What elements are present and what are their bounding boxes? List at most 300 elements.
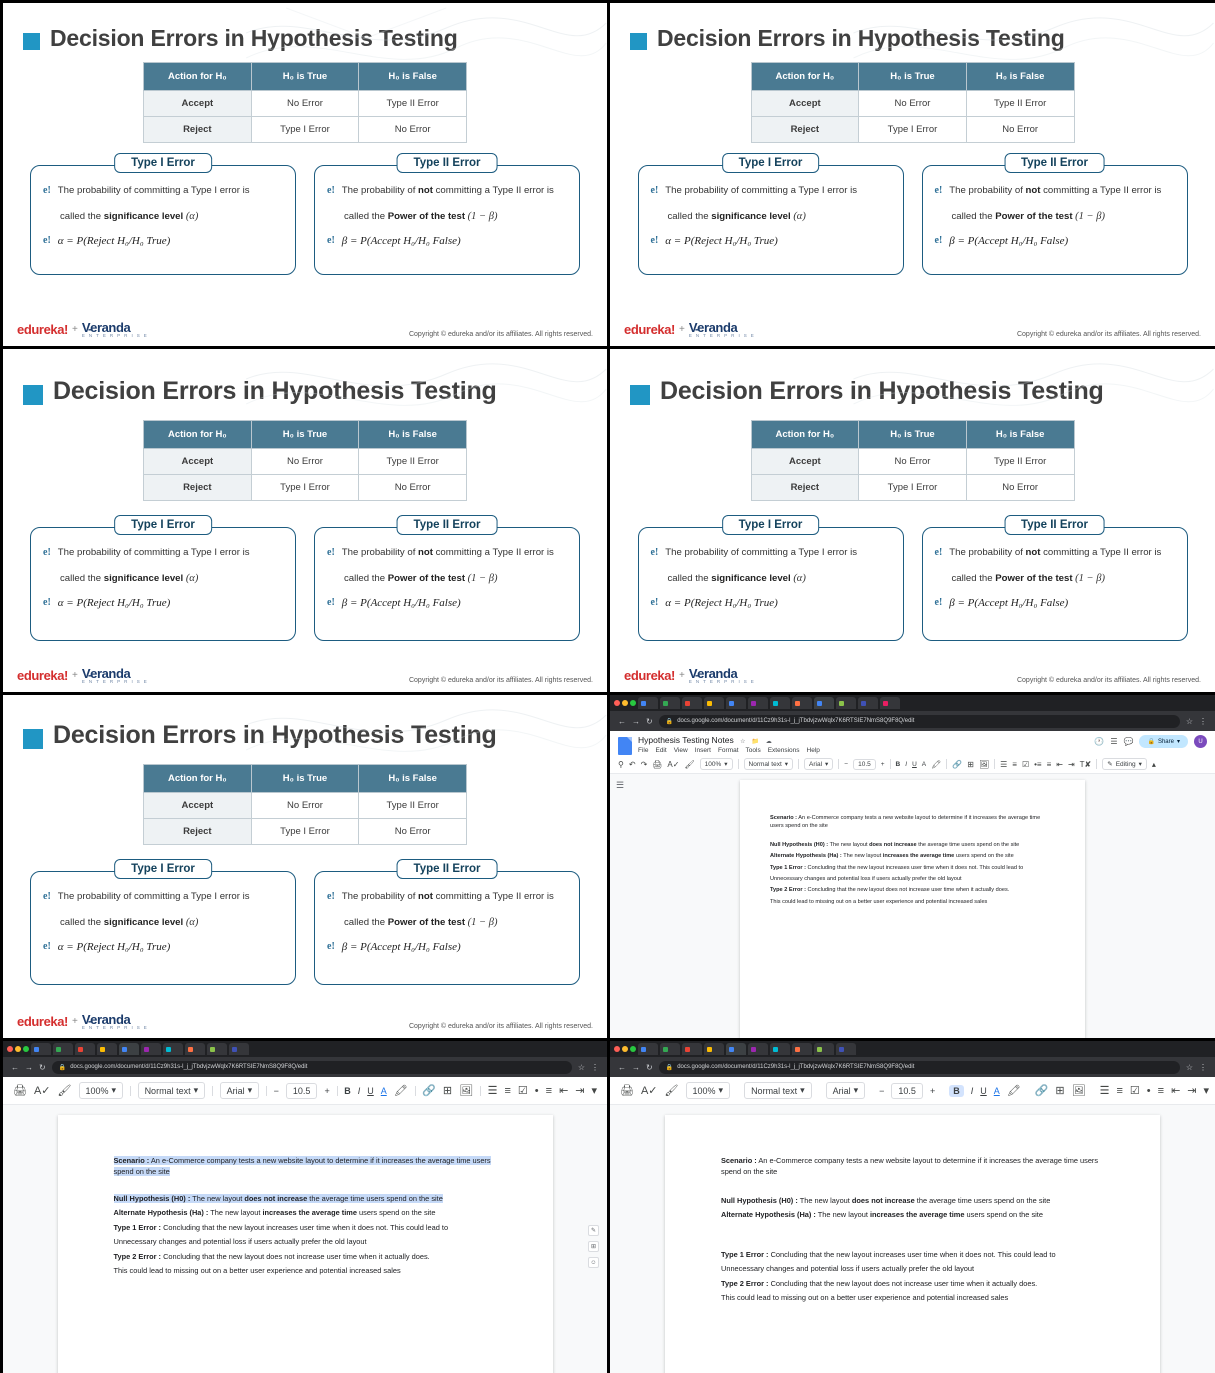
bullet-icon: e! — [43, 891, 51, 902]
text-color-button[interactable]: A — [993, 1085, 1000, 1096]
browser-tab[interactable] — [682, 1043, 702, 1055]
veranda-subtext: E N T E R P R I S E — [81, 1024, 149, 1030]
browser-tab[interactable] — [814, 1043, 834, 1055]
presentation-slide — [3, 3, 607, 346]
type-1-error-card — [30, 863, 296, 985]
menu-tools[interactable]: Tools — [745, 747, 761, 754]
share-label: Share — [1157, 738, 1174, 745]
font-size-input[interactable]: 10.5 — [891, 1083, 923, 1099]
bold-button[interactable]: B — [344, 1085, 351, 1096]
document-title[interactable]: Hypothesis Testing Notes ☆ 📁 ☁ — [638, 735, 772, 745]
paragraph-style-select[interactable]: Normal text ▾ — [744, 758, 794, 770]
bullet-item — [327, 546, 567, 561]
url-text: docs.google.com/document/d/11Cz9h31s-l_j_jTbdvjzwWqlx7K6RTSIE7NmS8Q9F8Q/edit — [677, 718, 915, 724]
formula-item — [327, 234, 567, 250]
table-row — [144, 91, 467, 117]
edureka-wordmark: edureka! — [17, 1013, 68, 1029]
bullet-icon: e! — [934, 234, 943, 246]
search-icon[interactable]: ⚲ — [618, 759, 624, 769]
type-1-error-card — [638, 157, 904, 275]
spellcheck-icon[interactable]: A✓ — [640, 1085, 658, 1097]
suggest-edit-side-icon[interactable]: ⊞ — [588, 1241, 599, 1252]
bullet-text-2: called the significance level (α) — [60, 572, 199, 584]
cell-accept-true: No Error — [251, 91, 359, 117]
bullet-item — [651, 209, 891, 224]
forward-icon[interactable]: → — [25, 1062, 33, 1072]
slide-title-row — [3, 695, 607, 750]
veranda-wordmark: V̵eranda — [81, 1011, 131, 1027]
browser-tab[interactable] — [704, 1043, 724, 1055]
copyright-text: Copyright © edureka and/or its affiliates. All rights reserved. — [1016, 677, 1201, 684]
indent-less-icon[interactable]: ⇤ — [559, 1085, 569, 1097]
text-color-button[interactable]: A — [380, 1085, 387, 1096]
bullet-text-2: called the Power of the test (1 − β) — [344, 210, 498, 222]
browser-tab[interactable] — [97, 1043, 117, 1055]
lock-icon: 🔒 — [665, 1064, 674, 1071]
browser-tab[interactable] — [748, 1043, 768, 1055]
bullet-item — [327, 890, 567, 905]
indent-more-icon[interactable]: ⇥ — [575, 1085, 585, 1097]
veranda-wordmark: V̵eranda — [81, 319, 131, 335]
bulleted-list-icon[interactable]: • — [1146, 1084, 1151, 1097]
avatar[interactable]: U — [1194, 735, 1207, 748]
underline-button[interactable]: U — [980, 1085, 987, 1096]
browser-tab[interactable] — [185, 1043, 205, 1055]
minimize-window-button[interactable] — [622, 700, 628, 706]
plus-icon: + — [72, 323, 78, 335]
more-options-icon[interactable]: ▾ — [1203, 1085, 1210, 1097]
numbered-list-icon[interactable]: ≡ — [545, 1084, 553, 1097]
star-icon[interactable]: ☆ — [740, 739, 746, 745]
bullet-text-2: called the significance level (α) — [60, 210, 199, 222]
error-cards — [610, 519, 1215, 641]
more-options-icon[interactable]: ▾ — [591, 1085, 598, 1097]
bullet-icon: e! — [327, 940, 335, 952]
table-row — [144, 475, 467, 501]
chevron-down-icon: ▾ — [724, 761, 728, 768]
formula-item — [327, 596, 567, 612]
font-family-select[interactable]: Arial ▾ — [804, 758, 833, 770]
slide-footer — [3, 667, 607, 685]
browser-tab[interactable] — [638, 1043, 658, 1055]
menu-edit[interactable]: Edit — [655, 747, 667, 754]
bold-button-active[interactable]: B — [949, 1085, 964, 1097]
close-window-button[interactable] — [614, 700, 620, 706]
chrome-browser-window — [3, 1041, 607, 1373]
browser-tab[interactable] — [31, 1043, 51, 1055]
maximize-window-button[interactable] — [630, 1046, 636, 1052]
document-page[interactable] — [665, 1115, 1160, 1373]
formula-item — [651, 234, 891, 250]
tab-strip — [3, 1041, 607, 1057]
formula-item — [651, 596, 891, 612]
card-title: Type I Error — [722, 153, 820, 173]
browser-tab[interactable] — [638, 697, 658, 709]
overflow-menu-icon[interactable]: ⋮ — [1199, 716, 1207, 726]
error-cards — [3, 519, 607, 641]
tab-strip — [610, 695, 1215, 711]
chrome-browser-window — [610, 1041, 1215, 1373]
null-hypothesis-paragraph: Null Hypothesis (H0) : The new layout does not increase the average time users spend on the site — [770, 841, 1020, 848]
presentation-slide — [3, 349, 607, 692]
slide-title-row — [3, 349, 607, 406]
italic-button[interactable]: I — [905, 760, 908, 768]
align-icon[interactable]: ☰ — [487, 1085, 498, 1097]
checklist-icon[interactable]: ☑ — [1021, 759, 1030, 769]
card-title: Type I Error — [722, 515, 820, 535]
table-row — [751, 91, 1074, 117]
numbered-list-icon[interactable]: ≡ — [1046, 759, 1052, 769]
add-comment-side-icon[interactable]: ✎ — [588, 1225, 599, 1236]
browser-tab[interactable] — [748, 697, 768, 709]
browser-tab[interactable] — [704, 697, 724, 709]
highlight-color-icon[interactable]: 🖍 — [393, 1085, 408, 1097]
move-folder-icon[interactable]: 📁 — [751, 739, 760, 745]
clear-formatting-icon[interactable]: T✘ — [1079, 759, 1092, 769]
version-history-icon[interactable]: 🕐 — [1094, 737, 1105, 746]
accent-square-icon — [23, 33, 40, 50]
cell-accept-false: Type II Error — [966, 449, 1074, 475]
bold-button[interactable]: B — [895, 760, 901, 768]
chevron-down-icon: ▾ — [1176, 739, 1180, 745]
zoom-select[interactable]: 100% ▾ — [700, 758, 733, 770]
overflow-menu-icon[interactable]: ⋮ — [591, 1062, 599, 1072]
bookmark-star-icon[interactable]: ☆ — [1185, 1062, 1193, 1072]
url-input[interactable] — [659, 1061, 1180, 1074]
decrease-font-size-button[interactable]: − — [879, 1085, 885, 1096]
checklist-icon[interactable]: ☑ — [517, 1085, 528, 1097]
cell-reject-true: Type I Error — [251, 117, 359, 143]
italic-button[interactable]: I — [357, 1085, 361, 1096]
browser-tab-active[interactable] — [814, 697, 834, 709]
bulleted-list-icon[interactable]: •≡ — [1034, 759, 1042, 769]
add-comment-icon[interactable]: ⊞ — [1055, 1085, 1065, 1097]
increase-font-size-button[interactable]: + — [929, 1085, 936, 1096]
table-row — [751, 117, 1074, 143]
browser-tab[interactable] — [660, 1043, 680, 1055]
chevron-down-icon: ▾ — [111, 1085, 117, 1095]
browser-tab[interactable] — [141, 1043, 161, 1055]
print-icon[interactable]: 🖨 — [620, 1085, 634, 1097]
minimize-window-button[interactable] — [622, 1046, 628, 1052]
indent-more-icon[interactable]: ⇥ — [1187, 1085, 1197, 1097]
emoji-reaction-side-icon[interactable]: ☺ — [588, 1257, 599, 1268]
panel-slide-3 — [3, 349, 607, 692]
col-h0-false: H₀ is False — [359, 63, 467, 91]
chevron-down-icon: ▾ — [1138, 761, 1142, 768]
bullet-item — [43, 546, 283, 561]
font-family-select[interactable]: Arial ▾ — [826, 1082, 866, 1099]
table-header-row — [144, 63, 467, 91]
overflow-menu-icon[interactable]: ⋮ — [1199, 1062, 1207, 1072]
paint-format-icon[interactable]: 🖌 — [684, 759, 695, 769]
maximize-window-button[interactable] — [23, 1046, 29, 1052]
increase-font-size-button[interactable]: + — [880, 760, 885, 768]
comment-icon[interactable]: 💬 — [1123, 737, 1134, 746]
increase-font-size-button[interactable]: + — [324, 1085, 330, 1096]
address-bar — [3, 1057, 607, 1077]
card-title: Type II Error — [1004, 153, 1105, 173]
col-h0-true: H₀ is True — [251, 421, 359, 449]
bullet-text-2: called the significance level (α) — [667, 572, 806, 584]
menu-file[interactable]: File — [638, 747, 649, 754]
underline-button[interactable]: U — [912, 760, 917, 768]
edureka-wordmark: edureka! — [624, 667, 675, 683]
scenario-paragraph: Scenario : An e-Commerce company tests a new website layout to determine if it increases the average time users spend on the site — [113, 1156, 491, 1177]
paragraph-style-select[interactable]: Normal text ▾ — [744, 1082, 812, 1099]
browser-tab[interactable] — [682, 697, 702, 709]
document-canvas[interactable] — [610, 1105, 1215, 1373]
col-h0-false: H₀ is False — [359, 765, 467, 793]
col-h0-true: H₀ is True — [859, 421, 967, 449]
chevron-down-icon: ▾ — [193, 1085, 199, 1095]
type2-error-paragraph: Type 2 Error : Concluding that the new layout does not increase user time when it actually does. — [113, 1251, 430, 1261]
address-bar — [610, 711, 1215, 731]
paint-format-icon[interactable]: 🖌 — [664, 1085, 679, 1097]
document-canvas[interactable] — [3, 1105, 607, 1373]
chevron-down-icon: ▾ — [825, 761, 829, 768]
page-title: Decision Errors in Hypothesis Testing — [50, 25, 458, 51]
browser-tab-active[interactable] — [726, 1043, 746, 1055]
bookmark-star-icon[interactable]: ☆ — [577, 1062, 585, 1072]
maximize-window-button[interactable] — [630, 700, 636, 706]
chevron-down-icon: ▾ — [784, 761, 789, 768]
col-action: Action for H₀ — [751, 421, 859, 449]
browser-tab[interactable] — [726, 697, 746, 709]
add-comment-icon[interactable]: ⊞ — [967, 759, 974, 769]
close-window-button[interactable] — [7, 1046, 13, 1052]
bookmark-star-icon[interactable]: ☆ — [1185, 716, 1193, 726]
insert-image-icon[interactable]: 🖼 — [978, 759, 990, 769]
bullet-icon: e! — [327, 185, 335, 196]
spellcheck-icon[interactable]: A✓ — [33, 1085, 51, 1097]
spellcheck-icon[interactable]: A✓ — [667, 759, 680, 769]
browser-tab[interactable] — [836, 1043, 856, 1055]
formula-alpha: α = P(Reject H₀/H₀ True) — [665, 596, 778, 609]
document-canvas[interactable] — [610, 774, 1215, 1038]
canvas-side-tools — [588, 1225, 599, 1268]
insert-link-icon[interactable]: 🔗 — [952, 759, 963, 769]
highlight-color-icon[interactable]: 🖍 — [931, 759, 942, 769]
align-icon[interactable]: ☰ — [1000, 759, 1008, 769]
brand-logo — [624, 321, 755, 339]
numbered-list-icon[interactable]: ≡ — [1157, 1084, 1165, 1097]
card-title: Type II Error — [1004, 515, 1105, 535]
bullet-item — [43, 571, 283, 586]
indent-less-icon[interactable]: ⇤ — [1171, 1085, 1181, 1097]
underline-button[interactable]: U — [367, 1085, 374, 1096]
copyright-text: Copyright © edureka and/or its affiliates. All rights reserved. — [1016, 331, 1201, 338]
browser-tab[interactable] — [229, 1043, 249, 1055]
insert-image-icon[interactable]: 🖼 — [1071, 1085, 1086, 1097]
docs-header — [610, 731, 1215, 755]
error-cards — [3, 863, 607, 985]
type2-error-paragraph: Type 2 Error : Concluding that the new layout does not increase user time when it actually does. — [721, 1278, 1038, 1288]
insert-image-icon[interactable]: 🖼 — [459, 1085, 474, 1097]
cell-reject-true: Type I Error — [251, 819, 359, 845]
bullet-item — [43, 915, 283, 930]
decision-matrix-table — [143, 764, 467, 845]
accent-square-icon — [630, 33, 647, 50]
url-text: docs.google.com/document/d/11Cz9h31s-l_j_jTbdvjzwWqlx7K6RTSIE7NmS8Q9F8Q/edit — [677, 1064, 915, 1070]
cell-accept-false: Type II Error — [359, 91, 467, 117]
back-icon[interactable]: ← — [11, 1062, 19, 1072]
forward-icon[interactable]: → — [632, 716, 640, 726]
bullet-text-2: called the significance level (α) — [667, 210, 806, 222]
edureka-wordmark: edureka! — [17, 667, 68, 683]
browser-tab[interactable] — [858, 697, 878, 709]
italic-button[interactable]: I — [970, 1085, 974, 1096]
plus-icon: + — [679, 323, 685, 335]
table-row — [144, 117, 467, 143]
close-window-button[interactable] — [614, 1046, 620, 1052]
bulleted-list-icon[interactable]: • — [534, 1084, 539, 1097]
indent-more-icon[interactable]: ⇥ — [1067, 759, 1075, 769]
bullet-text: The probability of committing a Type I error is — [57, 891, 250, 902]
bullet-text: The probability of committing a Type I error is — [57, 547, 250, 558]
undo-icon[interactable]: ↶ — [628, 759, 636, 769]
menu-view[interactable]: View — [673, 747, 688, 754]
url-input[interactable] — [52, 1061, 572, 1074]
browser-tab[interactable] — [880, 697, 900, 709]
lock-icon: 🔒 — [58, 1064, 67, 1071]
browser-tab[interactable] — [53, 1043, 73, 1055]
print-icon[interactable]: 🖨 — [652, 759, 663, 769]
back-icon[interactable]: ← — [618, 716, 626, 726]
checklist-icon[interactable]: ☑ — [1129, 1085, 1140, 1097]
minimize-window-button[interactable] — [15, 1046, 21, 1052]
browser-tab[interactable] — [207, 1043, 227, 1055]
error-cards — [3, 157, 607, 275]
browser-tab[interactable] — [770, 1043, 790, 1055]
paragraph-style-select[interactable]: Normal text ▾ — [138, 1082, 206, 1099]
cell-reject-false: No Error — [359, 117, 467, 143]
bullet-text: The probability of not committing a Type II error is — [341, 891, 554, 902]
menu-extensions[interactable]: Extensions — [767, 747, 800, 754]
cell-reject-true: Type I Error — [859, 117, 967, 143]
text-color-button[interactable]: A — [921, 760, 927, 768]
browser-tab[interactable] — [792, 1043, 812, 1055]
type1-error-paragraph: Type 1 Error : Concluding that the new layout increases user time when it does not. This could lead to — [770, 864, 1024, 871]
type1-error-paragraph: Type 1 Error : Concluding that the new layout increases user time when it does not. This could lead to — [721, 1249, 1056, 1259]
font-size-input[interactable]: 10.5 — [853, 759, 876, 770]
font-size-input[interactable]: 10.5 — [286, 1083, 318, 1099]
col-h0-false: H₀ is False — [966, 63, 1074, 91]
formula-item — [935, 596, 1175, 612]
bullet-item — [43, 890, 283, 905]
copyright-text: Copyright © edureka and/or its affiliates. All rights reserved. — [408, 331, 593, 338]
reload-icon[interactable]: ↻ — [646, 1062, 653, 1072]
tab-strip — [610, 1041, 1215, 1057]
cell-accept-false: Type II Error — [359, 793, 467, 819]
docs-logo-icon — [618, 737, 632, 755]
align-icon[interactable]: ☰ — [1099, 1085, 1110, 1097]
reload-icon[interactable]: ↻ — [646, 716, 653, 726]
redo-icon[interactable]: ↷ — [640, 759, 648, 769]
decision-matrix-table — [751, 62, 1075, 143]
paint-format-icon[interactable]: 🖌 — [57, 1085, 72, 1097]
card-title: Type I Error — [114, 515, 212, 535]
browser-tab[interactable] — [75, 1043, 95, 1055]
browser-tab[interactable] — [163, 1043, 183, 1055]
bullet-text: The probability of not committing a Type II error is — [341, 547, 554, 558]
highlight-color-icon[interactable]: 🖍 — [1006, 1085, 1021, 1097]
browser-tab[interactable] — [792, 697, 812, 709]
browser-tab-active[interactable] — [119, 1043, 139, 1055]
type1-error-paragraph-2: Unnecessary changes and potential loss if users actually prefer the old layout — [770, 875, 962, 882]
show-outline-icon[interactable]: ☰ — [616, 780, 625, 790]
menu-format[interactable]: Format — [717, 747, 739, 754]
bullet-item — [327, 915, 567, 930]
bullet-icon: e! — [43, 596, 51, 608]
bullet-text: The probability of committing a Type I error is — [57, 185, 250, 196]
reload-icon[interactable]: ↻ — [39, 1062, 46, 1072]
insert-link-icon[interactable]: 🔗 — [1034, 1085, 1049, 1097]
presentation-slide — [610, 3, 1215, 346]
font-family-select[interactable]: Arial ▾ — [220, 1082, 260, 1099]
insert-link-icon[interactable]: 🔗 — [422, 1085, 436, 1097]
table-row — [144, 793, 467, 819]
accent-square-icon — [630, 385, 650, 405]
line-spacing-icon[interactable]: ≡ — [1116, 1084, 1123, 1097]
line-spacing-icon[interactable]: ≡ — [1012, 759, 1017, 769]
document-page[interactable] — [740, 780, 1085, 1038]
hide-menus-icon[interactable]: ▴ — [1151, 759, 1156, 769]
bullet-item — [935, 571, 1175, 586]
scenario-paragraph: Scenario : An e-Commerce company tests a new website layout to determine if it increases the average time users spend on the site — [721, 1156, 1099, 1177]
url-input[interactable] — [659, 715, 1180, 728]
decrease-font-size-button[interactable]: − — [844, 760, 849, 768]
cloud-status-icon: ☁ — [765, 739, 772, 745]
forward-icon[interactable]: → — [632, 1062, 640, 1072]
table-row — [751, 449, 1074, 475]
bullet-icon: e! — [327, 547, 335, 558]
menu-help[interactable]: Help — [806, 747, 820, 754]
bullet-item — [935, 546, 1175, 561]
zoom-select[interactable]: 100% ▾ — [686, 1082, 731, 1099]
zoom-select[interactable]: 100% ▾ — [79, 1082, 124, 1099]
formula-beta: β = P(Accept H₀/H₀ False) — [341, 234, 461, 247]
slide-title-row — [610, 349, 1215, 406]
cell-reject-true: Type I Error — [859, 475, 967, 501]
browser-tab[interactable] — [660, 697, 680, 709]
col-h0-true: H₀ is True — [251, 63, 359, 91]
panel-slide-5 — [3, 695, 607, 1038]
browser-tab[interactable] — [770, 697, 790, 709]
col-action: Action for H₀ — [144, 765, 252, 793]
brand-logo — [17, 321, 148, 339]
decrease-font-size-button[interactable]: − — [273, 1085, 279, 1096]
menu-insert[interactable]: Insert — [694, 747, 711, 754]
line-spacing-icon[interactable]: ≡ — [504, 1084, 511, 1097]
cell-accept-true: No Error — [251, 793, 359, 819]
google-docs-app — [610, 1077, 1215, 1373]
document-page[interactable] — [58, 1115, 553, 1373]
plus-icon: + — [72, 669, 78, 681]
add-comment-icon[interactable]: ⊞ — [442, 1085, 453, 1097]
print-icon[interactable]: 🖨 — [13, 1085, 27, 1097]
present-icon[interactable]: ☰ — [1110, 737, 1118, 746]
cell-accept-true: No Error — [859, 449, 967, 475]
share-button[interactable] — [1139, 735, 1188, 748]
col-action: Action for H₀ — [751, 63, 859, 91]
editing-mode-select[interactable]: ✎ Editing ▾ — [1102, 758, 1147, 770]
slide-footer — [610, 321, 1215, 339]
back-icon[interactable]: ← — [618, 1062, 626, 1072]
browser-tab[interactable] — [836, 697, 856, 709]
indent-less-icon[interactable]: ⇤ — [1056, 759, 1063, 769]
copyright-text: Copyright © edureka and/or its affiliates. All rights reserved. — [408, 677, 593, 684]
